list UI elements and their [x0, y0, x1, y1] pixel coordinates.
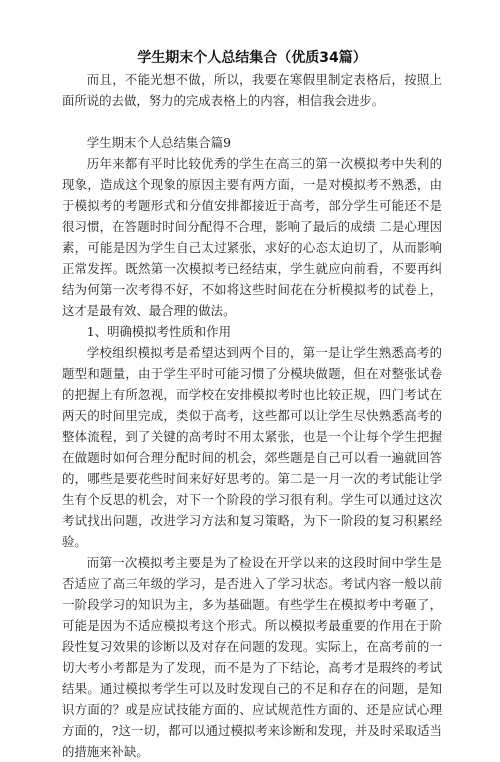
document-page — [62, 48, 442, 762]
document-title: 学生期末个人总结集合（优质34篇） — [137, 50, 367, 66]
intro-paragraph: 而且，不能光想不做，所以，我要在寒假里制定表格后，按照上面所说的去做，努力的完成表格上的内容，相信我会进步。 — [62, 72, 442, 108]
paragraph-2: 学校组织模拟考是希望达到两个目的，第一是让学生熟悉高考的题型和题量，由于学生平时可能习惯了分模块做题，但在对整张试卷的把握上有所忽视，而学校在安排模拟考时也比较正规，四门考试在两天的时间里完成，类似于高考，这些都可以让学生尽快熟悉高考的整体流程，到了关键的高考时不用太紧张，也是一个让每个学生把握在做题时如何合理分配时间的机会，郊些题是自己可以看一遍就回答的，哪些是要花些时间来好好思考的。第二是一月一次的考试能让学生有个反思的机会，对下一个阶段的学习很有利。学生可以通过这次考试找出问题，改进学习方法和复习策略，为下一阶段的复习积累经验。 — [62, 345, 442, 549]
section-title: 学生期末个人总结集合篇9 — [86, 135, 231, 150]
subheading-1: 1、明确模拟考性质和作用 — [86, 324, 231, 339]
blank-line — [62, 111, 442, 132]
paragraph-3: 而第一次模拟考主要是为了检设在开学以来的这段时间中学生是否适应了高三年级的学习，是否进入了学习状态。考试内容一般以前一阶段学习的知识为主，多为基础题。有些学生在模拟考中考砸了，可能是因为不适应模拟考这个形式。所以模拟考最重要的作用在于阶段性复习效果的诊断以及对存在问题的发现。实际上，在高考前的一切大考小考都是为了发现，而不是为了下结论，高考才是瑕终的考试结果。通过模拟考学生可以及时发现自己的不足和存在的问题，是知识方面的？或是应试技能方面的、应试规范性方面的、还是应试心理方面的，?这一切，都可以通过模拟考来诊断和发现，并及时采取适当的措施来补缺。 — [62, 555, 442, 759]
paragraph-1: 历年来都有平时比较优秀的学生在高三的第一次模拟考中失利的现象，造成这个现象的原因主要有两方面，一是对模拟考不熟悉，由于模拟考的考题形式和分值安排都接近于高考，部分学生可能还不是很习惯，在答题时时间分配得不合理，影响了最后的成绩 二是心理因素，可能是因为学生自己太过紧张，求好的心态太迫切了，从而影响正常发挥。既然第一次模拟考已经结束，学生就应向前看，不要再纠结为何第一次考得不好，不如将这些时间花在分析模拟考的试卷上，这才是最有效、最合理的做法。 — [62, 156, 442, 318]
